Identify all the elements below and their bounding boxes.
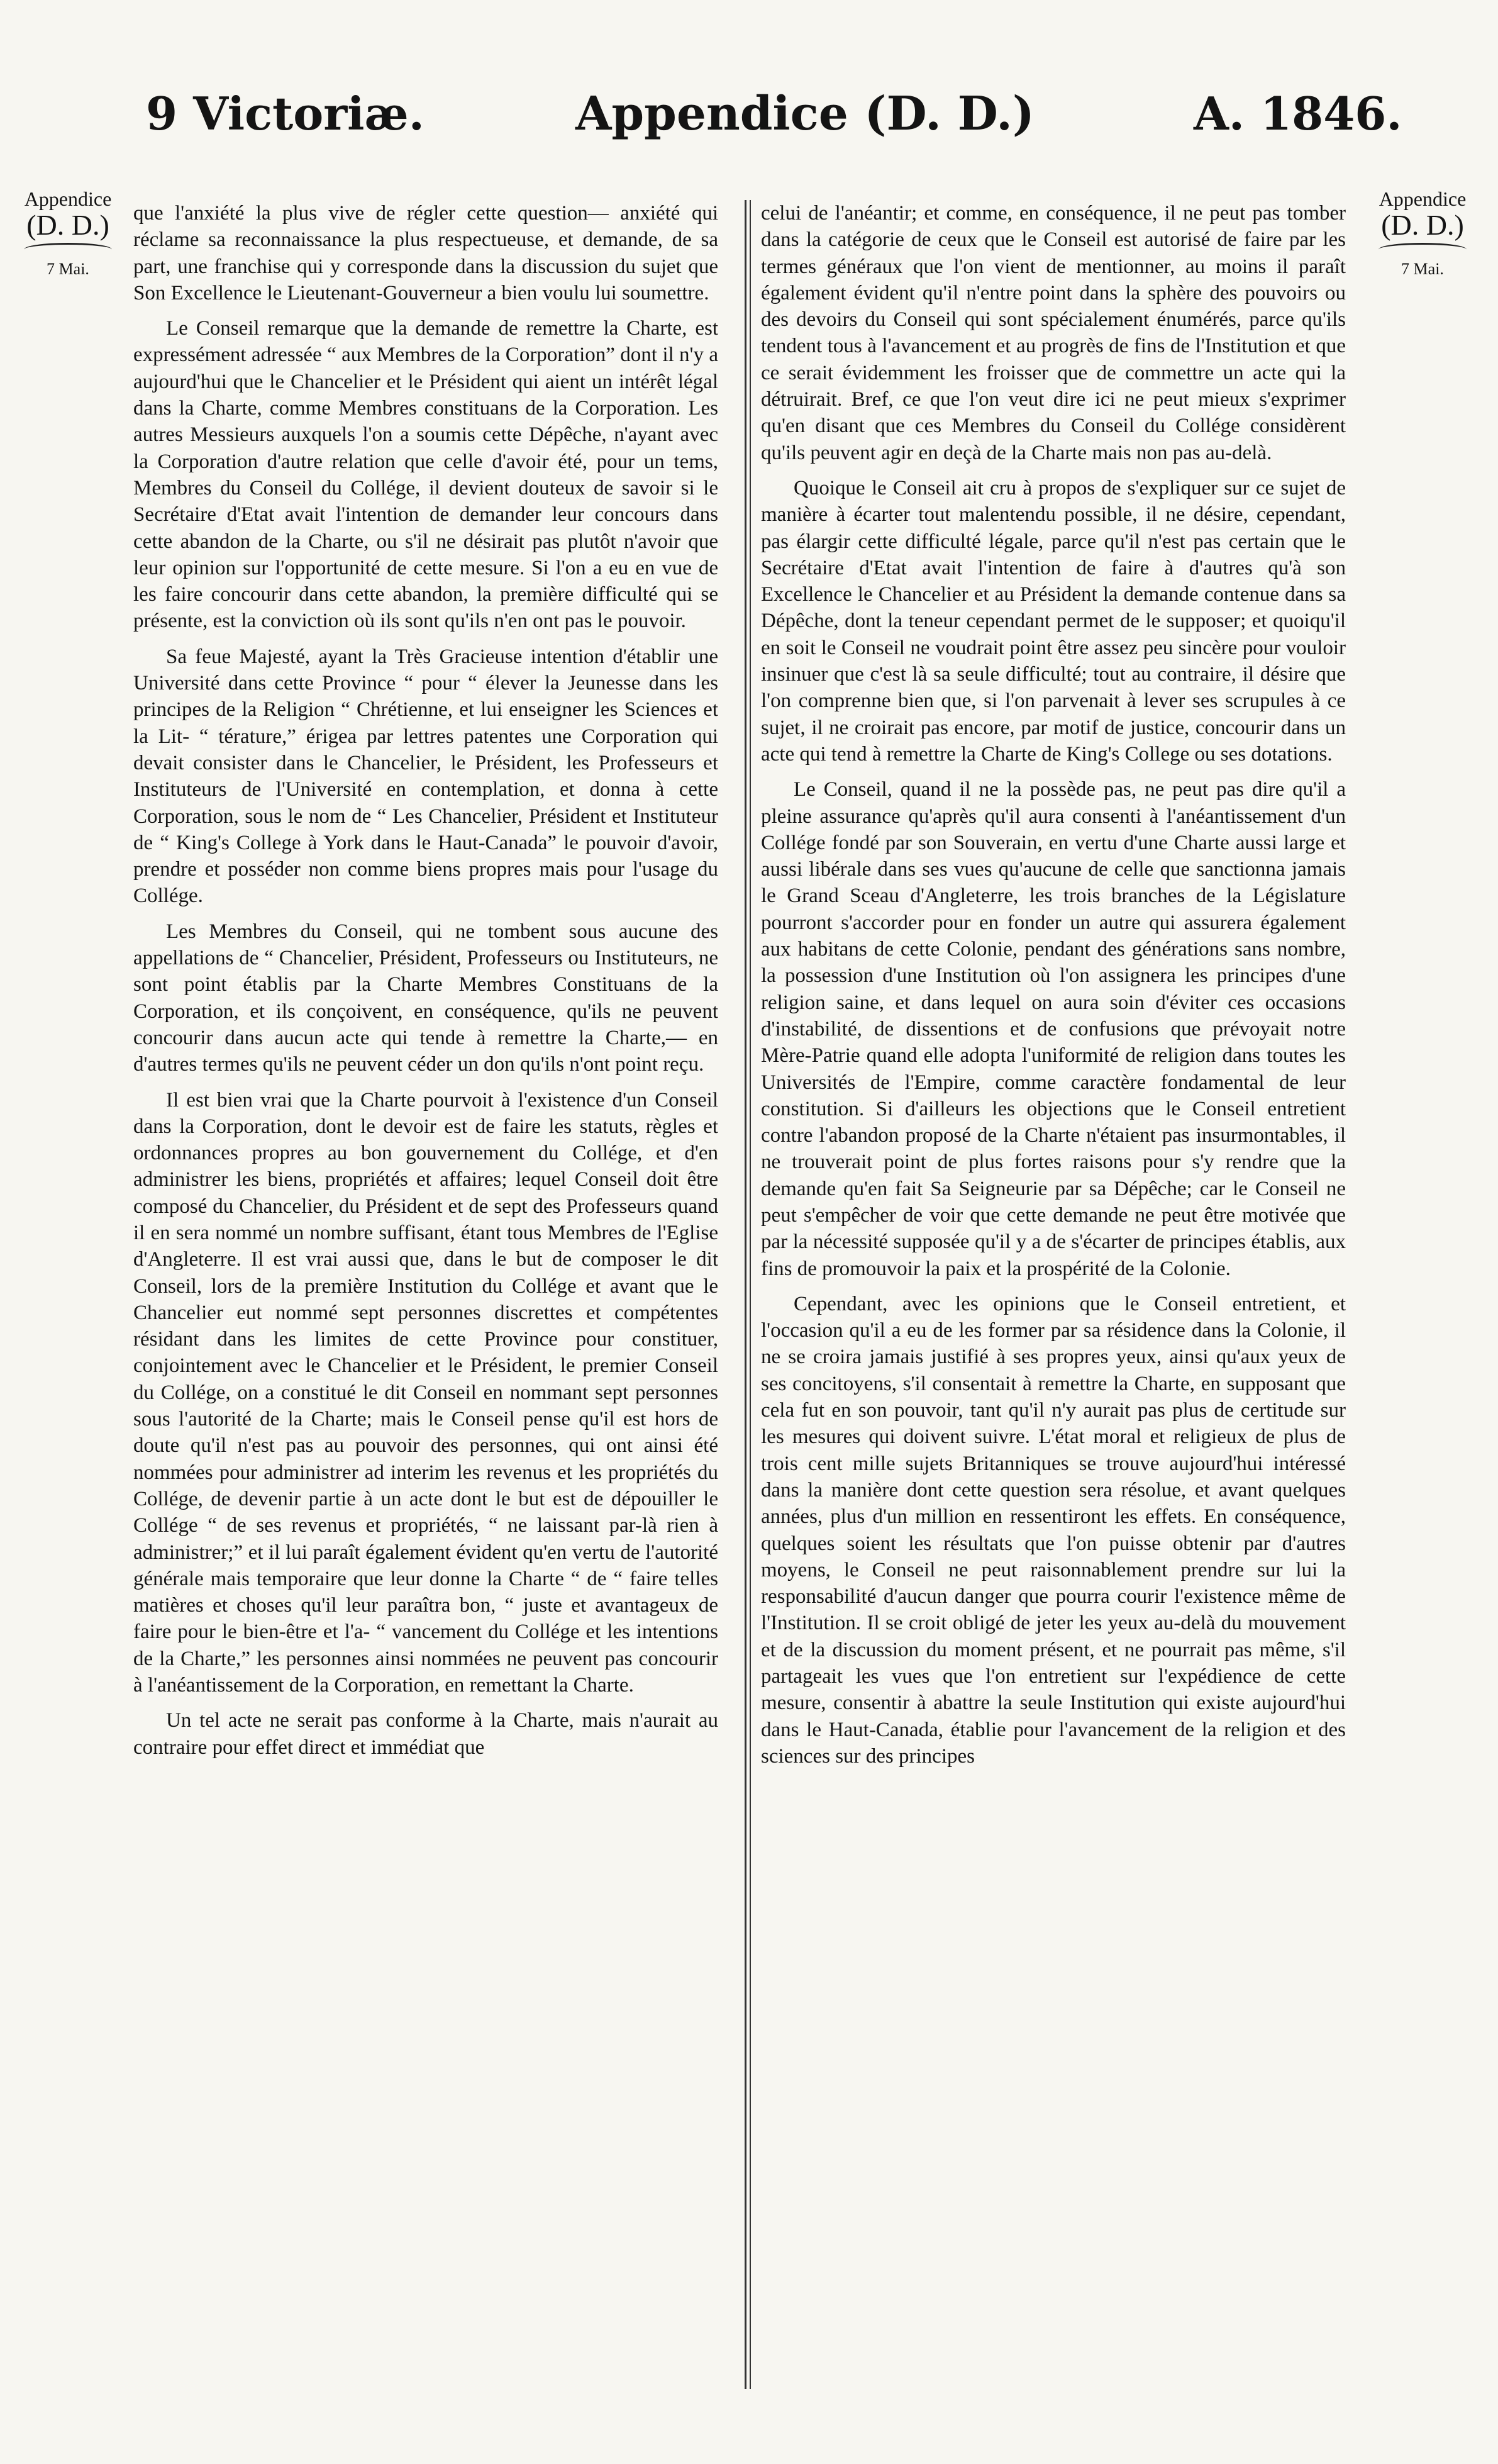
running-header bbox=[0, 87, 1498, 156]
left-margin-note bbox=[11, 187, 125, 279]
brace-icon bbox=[24, 243, 112, 256]
paragraph: Le Conseil remarque que la demande de remettre la Charte, est expressément adressée “ aux Membres de la Corporation” dont il n'y a aujourd'hui que le Chancelier et le Président qui aient un intérêt légal dans la Charte, comme Membres constituans de la Corporation. Les autres Messieurs auxquels l'on a soumis cette Dépêche, n'ayant avec la Corporation d'autre relation que celle d'avoir été, pour un tems, Membres du Conseil du Collége, il devient douteux de savoir si le Secrétaire d'Etat avait l'intention de demander leur concours dans cette abandon de la Charte, ou s'il ne désirait pas plutôt n'avoir que leur opinion sur l'opportunité de cette mesure. Si l'on a eu en vue de les faire concourir dans cette abandon, la première difficulté qui se présente, est la conviction où ils sont qu'ils n'en ont pas le pouvoir. bbox=[133, 317, 718, 633]
margin-code: (D. D.) bbox=[26, 209, 109, 241]
margin-date: 7 Mai. bbox=[47, 260, 89, 278]
paragraph: que l'anxiété la plus vive de régler cette question— anxiété qui réclame sa reconnaissance la plus respectueuse, et demande, de sa part, une franchise qui y corresponde dans la discussion du sujet que Son Excellence le Lieutenant-Gouverneur a bien voulu lui soumettre. bbox=[133, 202, 718, 304]
margin-date: 7 Mai. bbox=[1401, 260, 1444, 278]
left-text-column bbox=[133, 200, 718, 2389]
margin-label: Appendice bbox=[24, 187, 112, 210]
column-rule bbox=[750, 200, 751, 2389]
header-regnal-year: 9 Victoriæ. bbox=[146, 87, 424, 140]
right-text-column bbox=[761, 200, 1346, 2389]
paragraph: Un tel acte ne serait pas conforme à la Charte, mais n'aurait au contraire pour effet direct et immédiat que bbox=[133, 1709, 718, 1759]
paragraph: Cependant, avec les opinions que le Conseil entretient, et l'occasion qu'il a eu de les former par sa résidence dans la Colonie, il ne se croira jamais justifié à ses propres yeux, ainsi qu'aux yeux de ses concitoyens, s'il consentait à remettre la Charte, en supposant que cela fut en son pouvoir, tant qu'il n'y aurait pas plus de certitude sur les mesures qui doivent suivre. L'état moral et religieux de plus de trois cent mille sujets Britanniques se trouve aujourd'hui intéressé dans la manière dont cette question sera résolue, et avant quelques années, plus d'un million en ressentiront les effets. En conséquence, quelques soient les résultats que l'on puisse obtenir par d'autres moyens, le Conseil ne peut raisonnablement prendre sur lui la responsabilité d'aucun danger que pourra courir l'existence même de l'Institution. Il se croit obligé de jeter les yeux au-delà du mouvement et de la discussion du moment présent, et ne pourrait pas même, s'il partageait les vues que l'on entretient sur l'expédience de cette mesure, consentir à abattre la seule Institution qui existe aujourd'hui dans le Haut-Canada, établie pour l'avancement de la religion et des sciences sur des principes bbox=[761, 1292, 1346, 1768]
column-rule bbox=[745, 200, 746, 2389]
right-margin-note bbox=[1366, 187, 1479, 279]
paragraph: Les Membres du Conseil, qui ne tombent sous aucune des appellations de “ Chancelier, Président, Professeurs ou Instituteurs, ne sont point établis par la Charte Membres Constituans de la Corporation, et ils conçoivent, en conséquence, qu'ils ne peuvent concourir dans aucun acte qui tende à remettre la Charte,— en d'autres termes qu'ils ne peuvent céder un don qu'ils n'ont point reçu. bbox=[133, 920, 718, 1076]
paragraph: Le Conseil, quand il ne la possède pas, ne peut pas dire qu'il a pleine assurance qu'après qu'il aura consenti à l'anéantissement d'un Collége fondé par son Souverain, en vertu d'une Charte aussi large et aussi libérale dans ses vues qu'aucune de celle que sanctionna jamais le Grand Sceau d'Angleterre, les trois branches de la Législature pourront s'accorder pour en fonder un autre qui assurera également aux habitans de cette Colonie, pendant des générations sans nombre, la possession d'une Institution où l'on assignera les principes d'une religion saine, et dans lequel on aura soin d'éviter ces occasions d'instabilité, de dissentions et de confusions que prévoyait notre Mère-Patrie quand elle adopta l'uniformité de religion dans toutes les Universités de l'Empire, comme caractère fondamental de leur constitution. Si d'ailleurs les objections que le Conseil entretient contre l'abandon proposé de la Charte n'étaient pas insurmontables, il ne trouverait point de plus fortes raisons pour s'y rendre que la demande qu'en fait Sa Seigneurie par sa Dépêche; car le Conseil ne peut s'empêcher de voir que cette demande ne peut être motivée que par la nécessité supposée qu'il y a de s'écarter de principes établis, aux fins de promouvoir la paix et la prospérité de la Colonie. bbox=[761, 778, 1346, 1280]
paragraph: Il est bien vrai que la Charte pourvoit à l'existence d'un Conseil dans la Corporation, dont le devoir est de faire les statuts, règles et ordonnances propres au bon gouvernement du Collége, et d'en administrer les biens, propriétés et affaires; lequel Conseil doit être composé du Chancelier, du Président et de sept des Professeurs quand il en sera nommé un nombre suffisant, étant tous Membres de l'Eglise d'Angleterre. Il est vrai aussi que, dans le but de composer le dit Conseil, lors de la première Institution du Collége et avant que le Chancelier eut nommé sept personnes discrettes et compétentes résidant dans les limites de cette Province pour constituer, conjointement avec le Chancelier et le Président, le premier Conseil du Collége, on a constitué le dit Conseil en nommant sept personnes sous l'autorité de la Charte; mais le Conseil pense qu'il est hors de doute qu'il n'est pas au pouvoir des personnes, qui ont ainsi été nommées pour administrer ad interim les revenus et les propriétés du Collége, de devenir partie à un acte dont le but est de dépouiller le Collége “ de ses revenus et propriétés, “ ne laissant par-là rien à administrer;” et il lui paraît également évident qu'en vertu de l'autorité générale mais temporaire que leur donne la Charte “ de “ faire telles matières et choses qu'il leur paraîtra bon, “ juste et avantageux de faire pour le bien-être et l'a- “ vancement du Collége et les intentions de la Charte,” les personnes ainsi nommées ne peuvent pas concourir à l'anéantissement de la Corporation, en remettant la Charte. bbox=[133, 1088, 718, 1697]
paragraph: celui de l'anéantir; et comme, en conséquence, il ne peut pas tomber dans la catégorie de ceux que le Conseil est autorisé de faire par les termes généraux que l'on vient de mentionner, au moins il paraît également évident qu'il n'entre point dans la sphère des pouvoirs ou des devoirs du Conseil qui sont spécialement énumérés, parce qu'ils tendent tous à l'avancement et au progrès de fins de l'Institution et que ce serait évidemment les froisser que de commettre un acte qui la détruirait. Bref, ce que l'on veut dire ici ne peut mieux s'exprimer qu'en disant que ces Membres du Conseil du Collége considèrent qu'ils peuvent agir en deçà de la Charte mais non pas au-delà. bbox=[761, 202, 1346, 464]
margin-code: (D. D.) bbox=[1381, 209, 1464, 241]
header-year: A. 1846. bbox=[1194, 87, 1402, 140]
margin-label: Appendice bbox=[1379, 187, 1467, 210]
paragraph: Sa feue Majesté, ayant la Très Gracieuse intention d'établir une Université dans cette Province “ pour “ élever la Jeunesse dans les principes de la Religion “ Chrétienne, et lui enseigner les Sciences et la Lit- “ térature,” érigea par lettres patentes une Corporation qui devait consister dans le Chancelier, le Président, les Professeurs et Instituteurs de l'Université en contemplation, et donna à cette Corporation, sous le nom de “ Les Chancelier, Président et Instituteur de “ King's College à York dans le Haut-Canada” le pouvoir d'avoir, prendre et posséder non comme biens propres mais pour l'usage du Collége. bbox=[133, 645, 718, 908]
paragraph: Quoique le Conseil ait cru à propos de s'expliquer sur ce sujet de manière à écarter tout malentendu possible, il ne désire, cependant, pas élargir cette difficulté légale, parce qu'il n'est pas certain que le Secrétaire d'Etat avait l'intention de faire à d'autres qu'à son Excellence le Chancelier et au Président la demande contenue dans sa Dépêche, dont la teneur cependant permet de le supposer; et quoiqu'il en soit le Conseil ne voudrait point être assez peu sincère pour vouloir insinuer que c'est là sa seule difficulté; tout au contraire, il désire que l'on comprenne bien que, si l'on parvenait à lever ses scrupules à ce sujet, il ne croirait pas encore, par motif de justice, concourir dans un acte qui tend à remettre la Charte de King's College ou ses dotations. bbox=[761, 476, 1346, 766]
header-appendix-title: Appendice (D. D.) bbox=[575, 87, 1035, 141]
brace-icon bbox=[1379, 243, 1467, 256]
